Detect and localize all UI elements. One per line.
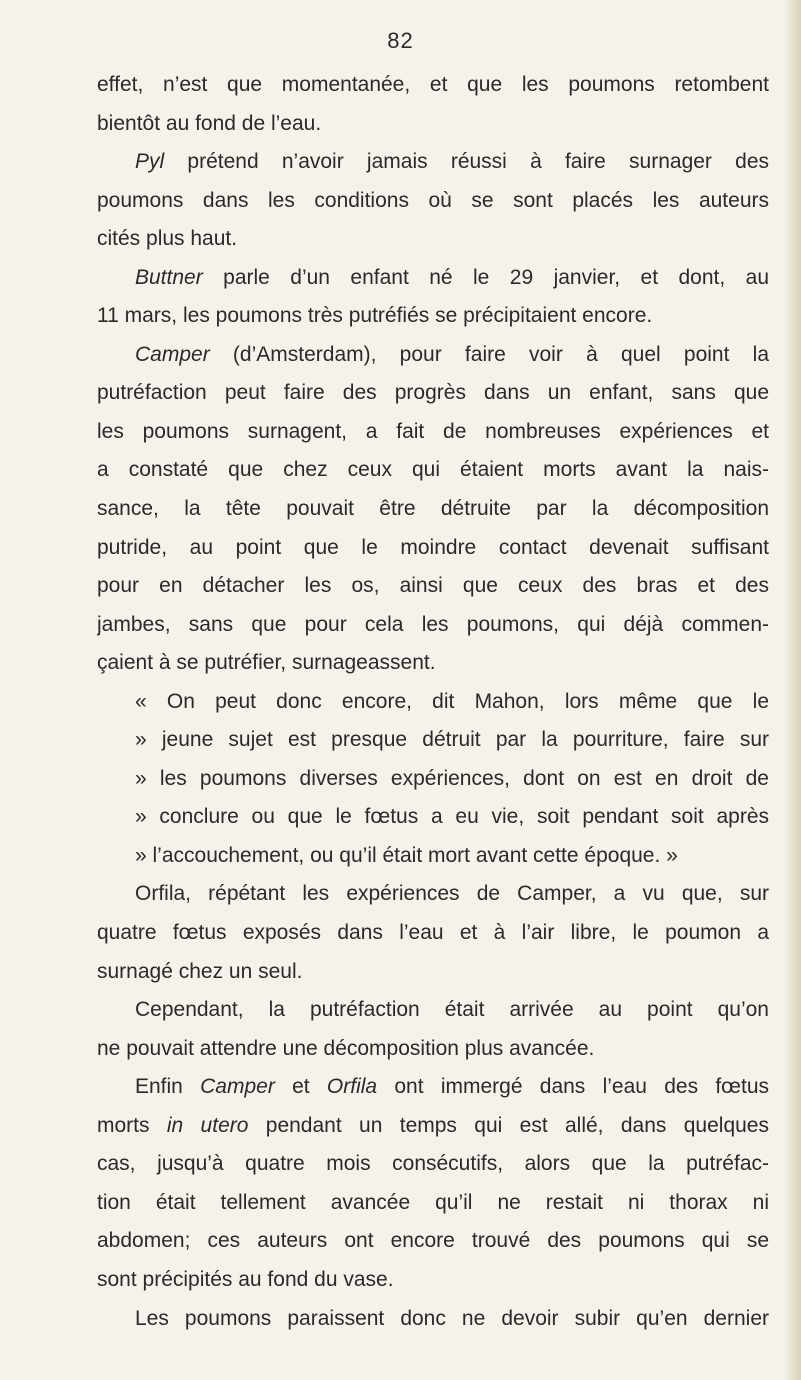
text-line: putréfaction peut faire des progrès dans un enfant, sans que: [97, 381, 769, 405]
text-line: 11 mars, les poumons très putréfiés se précipitaient encore.: [97, 304, 653, 328]
text-line: çaient à se putréfier, surnageassent.: [97, 651, 436, 675]
author-name: Camper: [135, 342, 210, 366]
text-line: a constaté que chez ceux qui étaient morts avant la nais-: [97, 458, 769, 482]
text-line: poumons dans les conditions où se sont placés les auteurs: [97, 188, 769, 212]
text-line: morts in utero pendant un temps qui est allé, dans quelques: [97, 1113, 769, 1137]
text-line: Les poumons paraissent donc ne devoir subir qu’en dernier: [135, 1306, 769, 1330]
text-line: Cependant, la putréfaction était arrivée au point qu’on: [135, 998, 769, 1022]
text-line: » conclure ou que le fœtus a eu vie, soit pendant soit après: [135, 805, 769, 829]
text-line: Pyl prétend n’avoir jamais réussi à faire surnager des: [135, 150, 769, 174]
text-line: sance, la tête pouvait être détruite par la décomposition: [97, 497, 769, 521]
text-line: pour en détacher les os, ainsi que ceux des bras et des: [97, 574, 769, 598]
author-name: Orfila: [326, 1075, 378, 1099]
text-line: cités plus haut.: [97, 227, 238, 251]
page-edge-shadow: [783, 0, 801, 1380]
text-line: ne pouvait attendre une décomposition plus avancée.: [97, 1036, 595, 1060]
text-line: Enfin Camper et Orfila ont immergé dans l’eau des fœtus: [135, 1075, 769, 1099]
text-line: Camper (d’Amsterdam), pour faire voir à quel point la: [135, 342, 769, 366]
text-line: quatre fœtus exposés dans l’eau et à l’air libre, le poumon a: [97, 921, 769, 945]
page-number: 82: [387, 28, 414, 53]
text-line: abdomen; ces auteurs ont encore trouvé des poumons qui se: [97, 1229, 769, 1253]
author-name: Camper: [200, 1075, 275, 1099]
text-line: » les poumons diverses expériences, dont on est en droit de: [135, 766, 769, 790]
text-line: putride, au point que le moindre contact devenait suffisant: [97, 535, 769, 559]
text-line: bientôt au fond de l’eau.: [97, 111, 322, 135]
text-line: effet, n’est que momentanée, et que les poumons retombent: [97, 73, 769, 96]
text-line: » l’accouchement, ou qu’il était mort avant cette époque. »: [135, 843, 678, 867]
text-line: les poumons surnagent, a fait de nombreuses expériences et: [97, 419, 769, 443]
text-line: » jeune sujet est presque détruit par la pourriture, faire sur: [135, 728, 769, 752]
latin-phrase: in utero: [166, 1113, 249, 1137]
text-line: surnagé chez un seul.: [97, 959, 303, 983]
author-name: Buttner: [135, 265, 203, 289]
text-line: cas, jusqu’à quatre mois consécutifs, alors que la putréfac-: [97, 1152, 769, 1176]
text-line: tion était tellement avancée qu’il ne restait ni thorax ni: [97, 1190, 769, 1214]
text-line: Orfila, répétant les expériences de Camper, a vu que, sur: [135, 882, 769, 906]
text-line: sont précipités au fond du vase.: [97, 1267, 394, 1291]
text-line: « On peut donc encore, dit Mahon, lors même que le: [135, 689, 769, 713]
body-text: [97, 66, 769, 1338]
author-name: Pyl: [135, 150, 165, 174]
text-line: Buttner parle d’un enfant né le 29 janvier, et dont, au: [135, 265, 769, 289]
text-line: jambes, sans que pour cela les poumons, qui déjà commen-: [97, 612, 769, 636]
